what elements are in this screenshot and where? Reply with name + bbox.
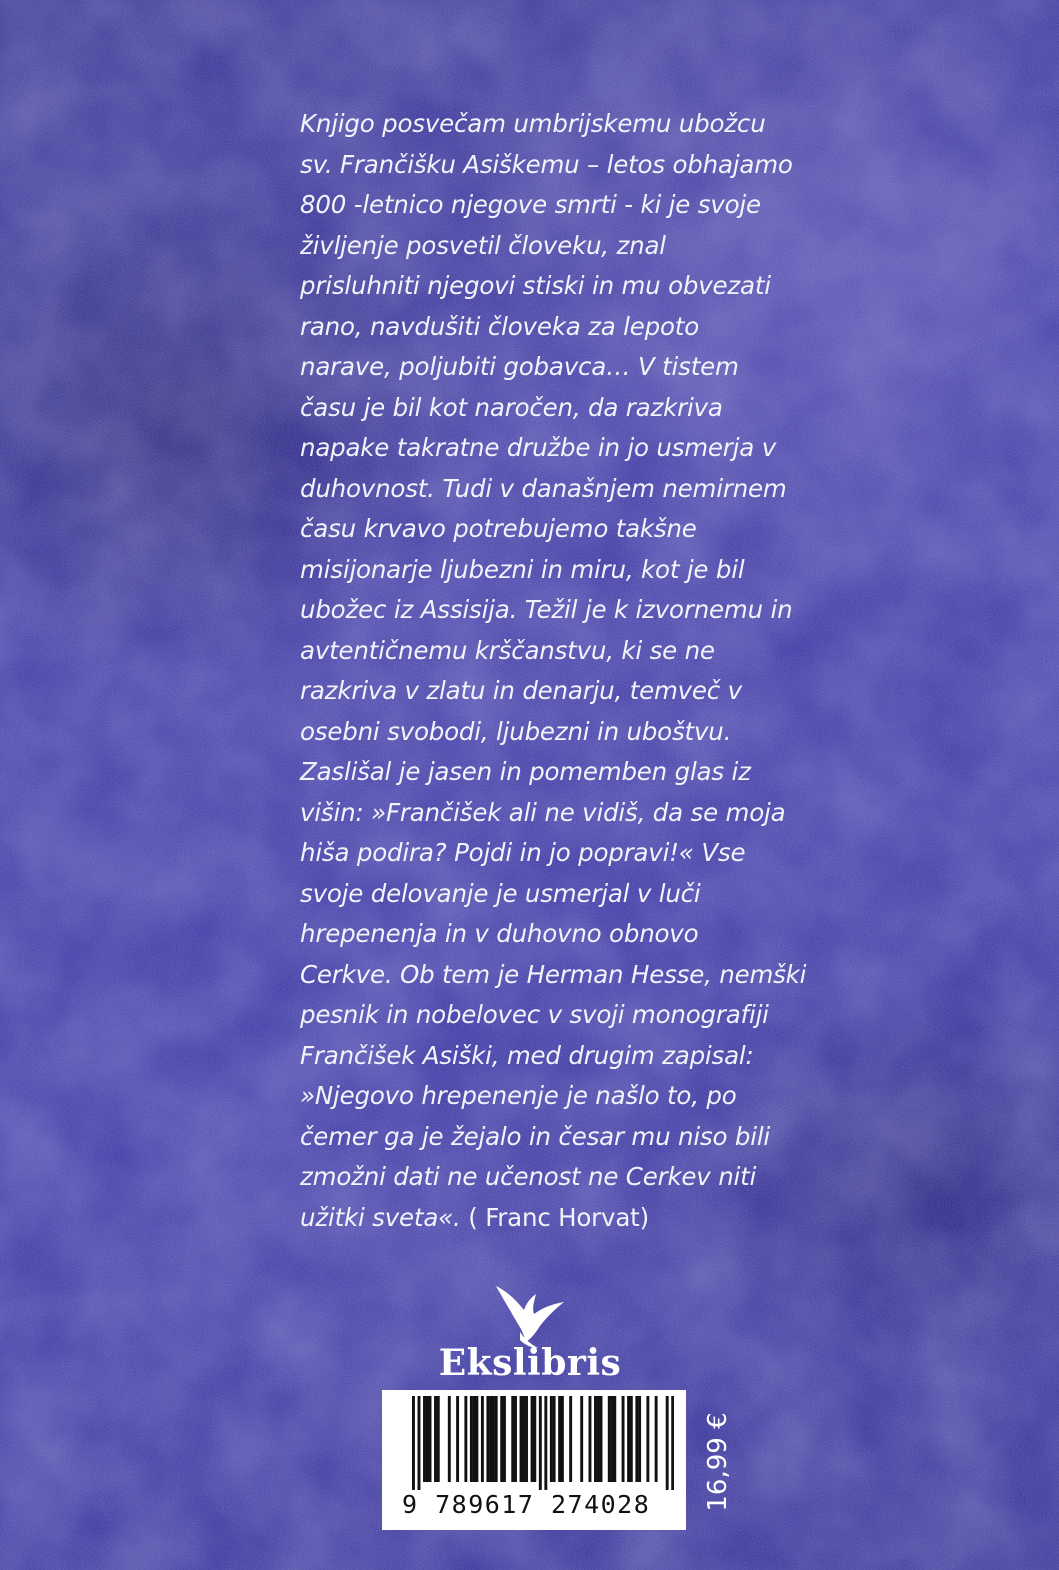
barcode-bar — [511, 1396, 514, 1482]
barcode-bar — [597, 1396, 600, 1482]
barcode-bar — [470, 1396, 473, 1482]
barcode-bar — [520, 1396, 523, 1482]
barcode-bar — [489, 1396, 492, 1482]
isbn-digits: 9 789617 274028 — [402, 1490, 651, 1519]
barcode-bar — [492, 1396, 495, 1482]
barcode-bar — [613, 1396, 616, 1482]
blurb-line: misijonarje ljubezni in miru, kot je bil — [300, 554, 745, 584]
barcode-bar — [611, 1396, 614, 1482]
barcode-bar — [426, 1396, 429, 1482]
barcode-bar — [539, 1396, 542, 1490]
barcode-bar — [423, 1396, 426, 1482]
barcode-bar — [589, 1396, 592, 1482]
barcode-bar — [627, 1396, 630, 1482]
barcode-bar — [503, 1396, 506, 1482]
barcode-bar — [495, 1396, 498, 1482]
blurb-line: čemer ga je žejalo in česar mu niso bili — [300, 1121, 771, 1151]
barcode-bar — [550, 1396, 553, 1482]
barcode-bar — [594, 1396, 597, 1482]
barcode-bar — [569, 1396, 572, 1482]
blurb-line: Knjigo posvečam umbrijskemu ubožcu — [300, 109, 766, 138]
barcode-bar — [456, 1396, 459, 1482]
blurb-attribution: ( Franc Horvat) — [460, 1202, 649, 1232]
barcode-bar — [646, 1396, 649, 1482]
barcode-bar — [475, 1396, 478, 1482]
blurb-line: pesnik in nobelovec v svoji monografiji — [300, 1000, 769, 1029]
blurb-line: narave, poljubiti gobavca… V tistem — [300, 352, 739, 381]
barcode-bar — [464, 1396, 467, 1482]
blurb-line: zmožni dati ne učenost ne Cerkev niti — [300, 1162, 757, 1191]
blurb-line: hrepenenja in v duhovno obnovo — [300, 919, 699, 948]
barcode-bar — [558, 1396, 561, 1482]
barcode-bar — [437, 1396, 440, 1482]
barcode-bar — [434, 1396, 437, 1482]
publisher-logo — [430, 1282, 630, 1392]
blurb-line: Cerkve. Ob tem je Herman Hesse, nemški — [300, 959, 807, 989]
barcode-bar — [666, 1396, 669, 1490]
blurb-line: višin: »Frančišek ali ne vidiš, da se moja — [300, 797, 786, 827]
barcode-bar — [500, 1396, 503, 1482]
blurb-line: rano, navdušiti človeka za lepoto — [300, 311, 699, 341]
blurb-line: »Njegovo hrepenenje je našlo to, po — [300, 1081, 737, 1110]
barcode-bar — [429, 1396, 432, 1482]
barcode-bar — [481, 1396, 484, 1482]
price-label — [700, 1392, 736, 1532]
blurb-line: času je bil kot naročen, da razkriva — [300, 392, 723, 422]
barcode-bar — [412, 1396, 415, 1490]
price-value: 16,99 € — [703, 1412, 733, 1512]
barcode-bar — [600, 1396, 603, 1482]
blurb-line: razkriva v zlatu in denarju, temveč v — [300, 676, 742, 705]
back-cover-blurb — [300, 104, 880, 1238]
blurb-line: življenje posvetil človeku, znal — [300, 230, 666, 260]
barcode-bar — [533, 1396, 536, 1482]
barcode — [382, 1390, 686, 1530]
barcode-bar — [418, 1396, 421, 1490]
barcode-bar — [514, 1396, 517, 1482]
barcode-bar — [630, 1396, 633, 1482]
blurb-last-line — [300, 1198, 880, 1239]
blurb-line: času krvavo potrebujemo takšne — [300, 514, 697, 543]
barcode-bar — [635, 1396, 638, 1482]
blurb-line: Frančišek Asiški, med drugim zapisal: — [300, 1040, 754, 1070]
barcode-bar — [655, 1396, 658, 1482]
barcode-bar — [608, 1396, 611, 1482]
blurb-line: duhovnost. Tudi v današnjem nemirnem — [300, 473, 787, 503]
barcode-bar — [544, 1396, 547, 1490]
blurb-line: ubožec iz Assisija. Težil je k izvornemu in — [300, 595, 793, 624]
blurb-line: hiša podira? Pojdi in jo popravi!« Vse — [300, 838, 746, 867]
barcode-bar — [561, 1396, 564, 1482]
barcode-bar — [531, 1396, 534, 1482]
barcode-bar — [486, 1396, 489, 1482]
publisher-name: Ekslibris — [438, 1342, 622, 1384]
barcode-bar — [525, 1396, 528, 1482]
barcode-bar — [580, 1396, 583, 1482]
blurb-line: osebni svobodi, ljubezni in uboštvu. — [300, 716, 732, 746]
bird-icon — [490, 1282, 570, 1350]
blurb-line: 800 -letnico njegove smrti - ki je svoje — [300, 190, 761, 219]
barcode-bar — [473, 1396, 476, 1482]
blurb-line: prisluhniti njegovi stiski in mu obvezati — [300, 271, 771, 300]
blurb-line: napake takratne družbe in jo usmerja v — [300, 433, 776, 462]
barcode-bar — [553, 1396, 556, 1482]
blurb-line: avtentičnemu krščanstvu, ki se ne — [300, 635, 715, 665]
blurb-line: svoje delovanje je usmerjal v luči — [300, 878, 701, 908]
barcode-bar — [671, 1396, 674, 1490]
barcode-bar — [638, 1396, 641, 1482]
barcode-bar — [622, 1396, 625, 1482]
barcode-bar — [448, 1396, 451, 1482]
blurb-line: Zaslišal je jasen in pomemben glas iz — [300, 757, 751, 786]
barcode-bars — [412, 1396, 674, 1490]
blurb-line: sv. Frančišku Asiškemu – letos obhajamo — [300, 149, 793, 179]
barcode-bar — [522, 1396, 525, 1482]
blurb-quote-end: užitki sveta«. — [300, 1202, 461, 1232]
